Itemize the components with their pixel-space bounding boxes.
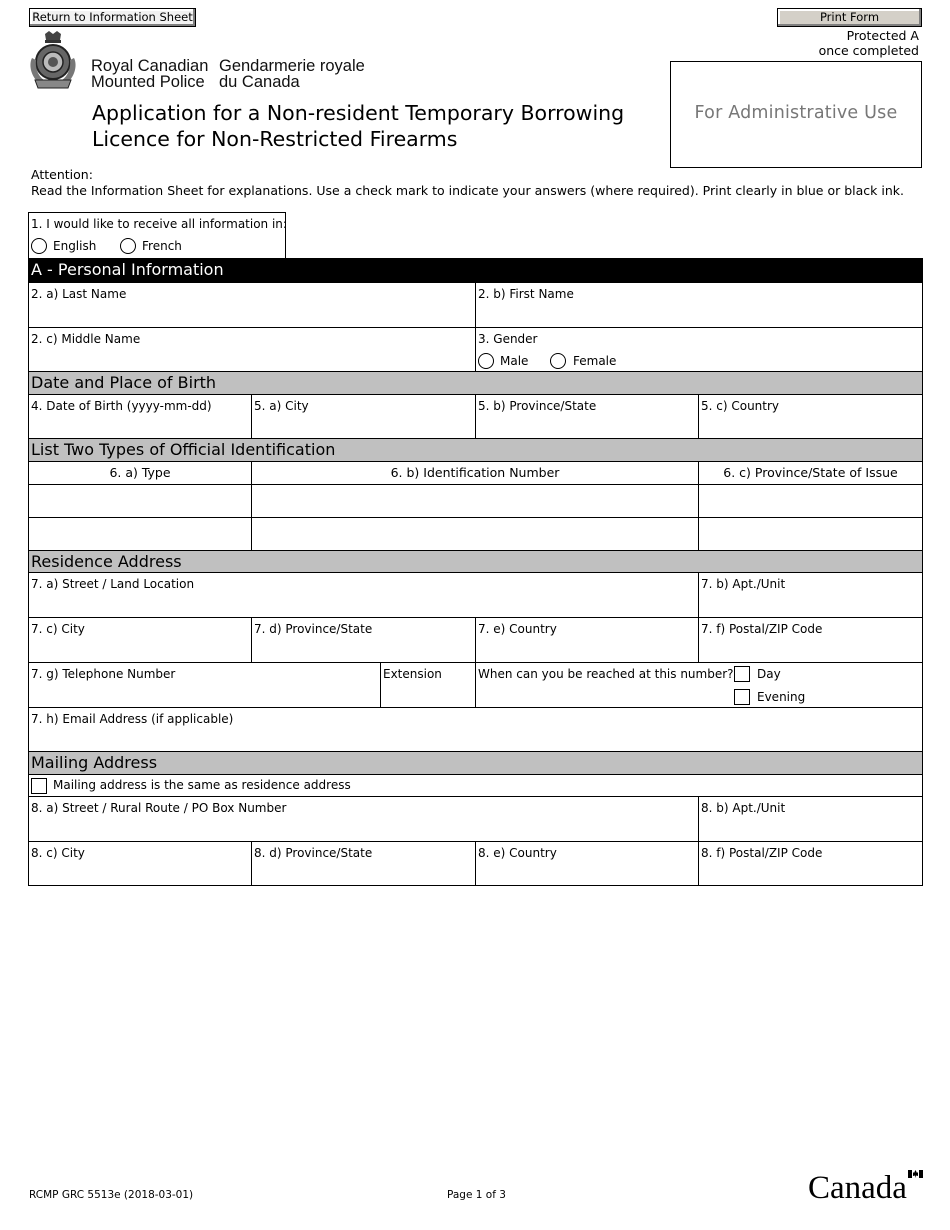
first-name-label: 2. b) First Name — [478, 287, 574, 301]
french-radio[interactable] — [120, 238, 136, 254]
english-label: English — [53, 239, 97, 253]
administrative-use-box — [670, 61, 922, 168]
residence-city-field[interactable] — [28, 617, 252, 663]
administrative-use-label: For Administrative Use — [694, 102, 898, 123]
protected-line1: Protected A — [846, 28, 919, 43]
mailing-country-field[interactable] — [475, 841, 699, 886]
date-of-birth-label: 4. Date of Birth (yyyy-mm-dd) — [31, 399, 212, 413]
gender-box — [475, 327, 923, 372]
return-to-information-sheet-button[interactable]: Return to Information Sheet — [29, 8, 196, 27]
residence-postal-field[interactable] — [698, 617, 923, 663]
middle-name-field[interactable] — [28, 327, 476, 372]
protected-notice — [819, 28, 919, 58]
email-field[interactable] — [28, 707, 923, 752]
female-radio[interactable] — [550, 353, 566, 369]
protected-line2: once completed — [818, 43, 919, 58]
residence-province-field[interactable] — [251, 617, 476, 663]
evening-label: Evening — [757, 690, 806, 704]
form-code: RCMP GRC 5513e (2018-03-01) — [29, 1189, 194, 1201]
residence-province-label: 7. d) Province/State — [254, 622, 373, 636]
section-date-place-of-birth: Date and Place of Birth — [28, 371, 923, 395]
mailing-same-checkbox[interactable] — [31, 778, 47, 794]
id-province-input-1[interactable] — [698, 484, 923, 518]
residence-street-label: 7. a) Street / Land Location — [31, 577, 195, 591]
reach-time-label: When can you be reached at this number? — [478, 667, 734, 681]
id-number-input-1[interactable] — [251, 484, 699, 518]
middle-name-label: 2. c) Middle Name — [31, 332, 141, 346]
canada-wordmark-text: Canada — [808, 1170, 907, 1202]
telephone-field[interactable] — [28, 662, 381, 708]
mailing-city-label: 8. c) City — [31, 846, 85, 860]
id-number-header — [251, 461, 699, 485]
id-number-input-2[interactable] — [251, 517, 699, 551]
section-residence-address: Residence Address — [28, 550, 923, 573]
id-type-input-1[interactable] — [28, 484, 252, 518]
mailing-street-field[interactable] — [28, 796, 699, 842]
date-of-birth-field[interactable] — [28, 394, 252, 439]
form-title — [92, 100, 662, 152]
mailing-apt-field[interactable] — [698, 796, 923, 842]
male-radio[interactable] — [478, 353, 494, 369]
attention-text: Read the Information Sheet for explanations. Use a check mark to indicate your answers (where required). Print clearly in blue or black ink. — [31, 183, 904, 198]
mailing-postal-field[interactable] — [698, 841, 923, 886]
id-province-label: 6. c) Province/State of Issue — [723, 465, 898, 480]
section-official-identification: List Two Types of Official Identification — [28, 438, 923, 462]
evening-checkbox[interactable] — [734, 689, 750, 705]
org-name-french — [219, 58, 365, 90]
residence-apt-label: 7. b) Apt./Unit — [701, 577, 786, 591]
residence-city-label: 7. c) City — [31, 622, 85, 636]
id-province-header — [698, 461, 923, 485]
mailing-postal-label: 8. f) Postal/ZIP Code — [701, 846, 823, 860]
residence-postal-label: 7. f) Postal/ZIP Code — [701, 622, 823, 636]
form-title-line1: Application for a Non-resident Temporary Borrowing — [92, 101, 625, 125]
mailing-province-field[interactable] — [251, 841, 476, 886]
language-preference-box — [28, 212, 286, 259]
last-name-field[interactable] — [28, 282, 476, 328]
residence-country-label: 7. e) Country — [478, 622, 557, 636]
page-number: Page 1 of 3 — [447, 1189, 506, 1201]
canada-wordmark-logo — [808, 1168, 924, 1202]
id-number-label: 6. b) Identification Number — [390, 465, 560, 480]
day-checkbox[interactable] — [734, 666, 750, 682]
section-mailing-address: Mailing Address — [28, 751, 923, 775]
day-label: Day — [757, 667, 781, 681]
first-name-field[interactable] — [475, 282, 923, 328]
residence-street-field[interactable] — [28, 572, 699, 618]
attention-heading: Attention: — [31, 167, 93, 182]
mailing-country-label: 8. e) Country — [478, 846, 557, 860]
org-fr-line1: Gendarmerie royale — [219, 57, 365, 75]
id-type-header — [28, 461, 252, 485]
language-label: 1. I would like to receive all information in: — [31, 217, 287, 231]
section-personal-information: A - Personal Information — [28, 258, 923, 283]
last-name-label: 2. a) Last Name — [31, 287, 127, 301]
extension-label: Extension — [383, 667, 442, 681]
female-label: Female — [573, 354, 617, 368]
gender-label: 3. Gender — [478, 332, 538, 346]
birth-province-field[interactable] — [475, 394, 699, 439]
form-title-line2: Licence for Non-Restricted Firearms — [92, 127, 458, 151]
mailing-same-label: Mailing address is the same as residence address — [53, 778, 351, 792]
id-province-input-2[interactable] — [698, 517, 923, 551]
mailing-same-box — [28, 774, 923, 797]
org-en-line1: Royal Canadian — [91, 57, 209, 75]
french-label: French — [142, 239, 182, 253]
mailing-city-field[interactable] — [28, 841, 252, 886]
birth-province-label: 5. b) Province/State — [478, 399, 597, 413]
male-label: Male — [500, 354, 529, 368]
org-name-english — [91, 58, 208, 90]
org-fr-line2: du Canada — [219, 73, 300, 91]
rcmp-crest-logo — [26, 30, 80, 90]
residence-country-field[interactable] — [475, 617, 699, 663]
mailing-province-label: 8. d) Province/State — [254, 846, 373, 860]
print-form-button[interactable]: Print Form — [777, 8, 922, 27]
birth-country-field[interactable] — [698, 394, 923, 439]
mailing-apt-label: 8. b) Apt./Unit — [701, 801, 786, 815]
attention-notice — [31, 167, 904, 199]
reach-time-box — [475, 662, 923, 708]
telephone-label: 7. g) Telephone Number — [31, 667, 176, 681]
id-type-input-2[interactable] — [28, 517, 252, 551]
birth-country-label: 5. c) Country — [701, 399, 780, 413]
org-en-line2: Mounted Police — [91, 73, 205, 91]
email-label: 7. h) Email Address (if applicable) — [31, 712, 234, 726]
english-radio[interactable] — [31, 238, 47, 254]
birth-city-field[interactable] — [251, 394, 476, 439]
id-type-label: 6. a) Type — [109, 465, 171, 480]
residence-apt-field[interactable] — [698, 572, 923, 618]
extension-field[interactable] — [380, 662, 476, 708]
mailing-street-label: 8. a) Street / Rural Route / PO Box Number — [31, 801, 287, 815]
birth-city-label: 5. a) City — [254, 399, 309, 413]
